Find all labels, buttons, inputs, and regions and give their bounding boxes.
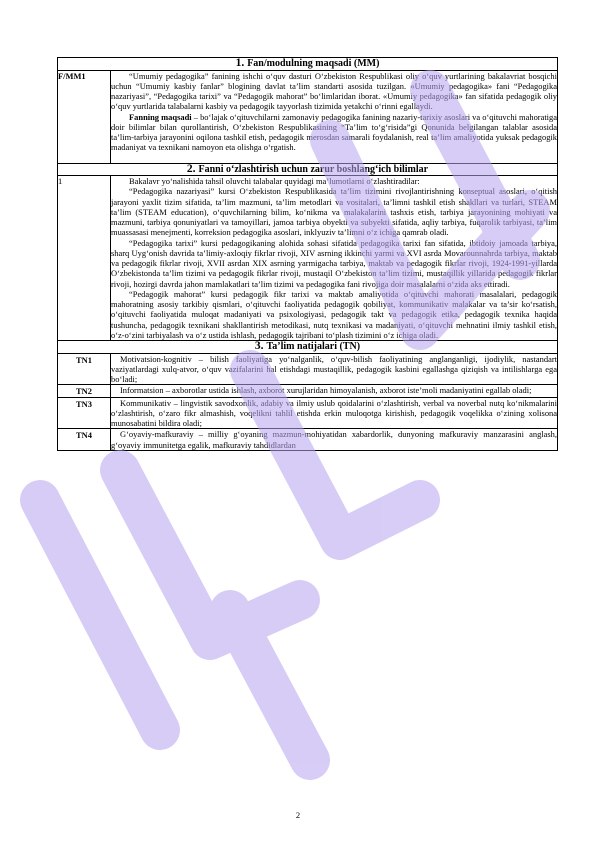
watermark-stroke-2	[120, 470, 300, 640]
outcome-text: Motivatsion-kognitiv – bilish faoliyatiga yo‘nalganlik, o‘quv-bilish faoliyatining anglanganligi, ijodiylik, nastandart vaziyatlardagi xulq-atvor, o‘quv vazifalarini hal etishdagi mustaqillik, pedagogik kasbini egallashga qiziqish va intilishlarga ega bo‘ladi;	[111, 353, 557, 384]
outcome-code: TN2	[58, 385, 111, 397]
document-page	[57, 57, 557, 451]
section2-body	[111, 176, 558, 341]
outcome-code: TN4	[58, 429, 111, 451]
outcome-row	[58, 429, 558, 451]
section1-aim-label: Fanning maqsadi	[129, 111, 192, 122]
section1-heading	[58, 58, 558, 71]
section3-heading	[58, 341, 558, 354]
section2-code: 1	[58, 176, 111, 341]
section2-paragraph-4: “Pedagogik mahorat” kursi pedagogik fikr tarixi va maktab amaliyotida o‘qituvchi mahorati masalalari, pedagogik mahoratning asosiy tarkibiy qismlari, o‘qituvchi faoliyatida pedagogik qobiliyat, kommunikativ malakalar va ta’sir ko‘rsatish, o‘qituvchi faoliyatida muloqat madaniyati va psixologiyasi, pedagogik takt va pedagogik etika, pedagogik texnika haqida tushuncha, pedagogik texnikani shakllantirish metodikasi, nutq texnikasi va madaniyati, o‘qituvchi mehnatini ilmiy tashkil etish, o‘z-o‘zini tarbiyalash va o‘z ustida ishlash, pedagogik tajribani to‘plash tizimini o‘z ichiga oladi.	[111, 288, 557, 340]
section1-row	[58, 70, 558, 163]
outcome-text: Informatsion – axborotlar ustida ishlash, axborot xurujlaridan himoyalanish, axborot iste’moli madaniyatini egallab oladi;	[120, 385, 532, 396]
outcome-text-cell	[111, 429, 558, 451]
section2-heading-row	[58, 163, 558, 176]
section2-row	[58, 176, 558, 341]
outcome-text: Kommunikativ – lingvistik savodxonlik, adabiy va ilmiy uslub qoidalarini o‘zlashtirish, verbal va noverbal nutq ko‘nikmalarini o‘zlashtirish, o‘zaro fikr almashish, voqelikni tahlil etishda erkin muloqotga kirishish, pedagogik voqelikka o‘zining xolisona munosabatini bildira oladi;	[111, 397, 557, 428]
section1-number: 1.	[235, 57, 245, 69]
outcome-text: G‘oyaviy-mafkuraviy – milliy g‘oyaning mazmun-mohiyatidan xabardorlik, dunyoning mafkuraviy manzarasini anglash, g‘oyaviy immunitetga egalik, mafkuraviy tahdidlardan	[111, 429, 557, 450]
section1-body	[111, 70, 558, 163]
section2-paragraph-3: “Pedagogika tarixi” kursi pedagogikaning alohida sohasi sifatida pedagogika tarixi fan sifatida, ibtidoiy jamoada tarbiya, sharq Uyg‘onish davrida ta’limiy-axloqiy fikrlar rivoji, XIV asrning ikkinchi yarmi va XVI asrda Movarounnahrda tarbiya, maktab va pedagogik fikrlar rivoji, XVII asrdan XIX asrning yarmigacha tarbiya, maktab va pedagogik fikrlar rivoji, 1924-1991-yillarda O‘zbekistonda ta’lim tizimi va pedagogik fikrlar rivoji, mustaqil O‘zbekiston ta’lim tizimi, mustaqillik yillarida pedagogik fikrlar rivoji, hozirgi davrda jahon mamlakatlari ta’lim tizimi va pedagogika fani rivojiga doir masalalarni o‘zida aks ettiradi.	[111, 237, 557, 289]
outcome-row	[58, 385, 558, 397]
page-number: 2	[295, 810, 301, 820]
section1-title: Fan/modulning maqsadi (MM)	[247, 58, 380, 69]
outcome-text-cell	[111, 397, 558, 429]
section1-code: F/MM1	[58, 70, 111, 163]
section2-title: Fanni o‘zlashtirish uchun zarur boshlang‘ich bilimlar	[198, 163, 429, 175]
section3-title: Ta’lim natijalari (TN)	[266, 341, 361, 352]
outcome-text-cell	[111, 353, 558, 385]
section1-paragraph-1: “Umumiy pedagogika” fanining ishchi o‘quv dasturi O‘zbekiston Respublikasi oliy o‘quv yurtlarining bakalavriat bosqichi uchun “Umumiy kasbiy fanlar” blogining davlat ta’lim standarti asosida tuzilgan. «Umumiy pedagogika» fani “Pedagogika nazariyasi”, “Pedagogika tarixi” va “Pedagogik mahorat” bo‘limlaridan iborat. «Umumiy pedagogika» fan sifatida pedagogik oliy o‘quv yurtlarida talabalarni kasbiy va pedagogik tayyorlash tizimida yetakchi o‘rinni egallaydi.	[111, 70, 557, 112]
watermark-stroke-1	[40, 500, 160, 730]
section2-paragraph-1: Bakalavr yo‘nalishida tahsil oluvchi talabalar quyidagi ma’lumotlarni o‘zlashtiradilar:	[129, 176, 420, 186]
section1-aim-text: – bo‘lajak o‘qituvchilarni zamonaviy pedagogika fanining nazariy-tarixiy asoslari va o‘qituvchi mahoratiga doir bilimlar bilan qurollantirish, O‘zbekiston Respublikasining “Ta’lim to‘g‘risida”gi Qonunida belgilangan talablar asosida ta’lim-tarbiya jarayonini oqilona tashkil etish, pedagogik merosdan samarali foydalanish, real ta’lim amaliyotida yuksak pedagogik madaniyat va texnikani namoyon eta olishga o‘rgatish.	[111, 111, 557, 153]
section3-heading-row	[58, 341, 558, 354]
outcome-row	[58, 353, 558, 385]
section1-paragraph-2	[111, 112, 557, 153]
section2-heading	[58, 163, 558, 176]
watermark-stroke-6	[230, 610, 310, 760]
section3-number: 3.	[254, 340, 264, 352]
outcome-code: TN1	[58, 353, 111, 385]
outcome-row	[58, 397, 558, 429]
section1-heading-row	[58, 58, 558, 71]
outcome-code: TN3	[58, 397, 111, 429]
outcome-text-cell	[111, 385, 558, 397]
section2-number: 2.	[186, 162, 196, 175]
section2-paragraph-2: “Pedagogika nazariyasi” kursi O‘zbekiston Respublikasida ta’lim tizimini rivojlantirishning konseptual asoslari, o‘qitish jarayoni yaxlit tizim sifatida, ta’lim mazmuni, ta’lim metodlari va vositalari, ta’limni tashkil etish shakllari va turlari, STEAM ta’lim (STEAM education), o‘quvchilarning bilim, ko‘nikma va malakalarini tashxis etish, tarbiya jarayonining mohiyati va mazmuni, tarbiya qonuniyatlari va tamoyillari, jamoa tarbiya obyekti va subyekti sifatida, aqliy tarbiya, fuqarolik tarbiyasi, ta’lim muassasasi menejmenti, korreksion pedagogika asoslari, inklyuziv ta’limni o‘z ichiga qamrab oladi.	[111, 186, 557, 238]
syllabus-table	[57, 57, 558, 451]
